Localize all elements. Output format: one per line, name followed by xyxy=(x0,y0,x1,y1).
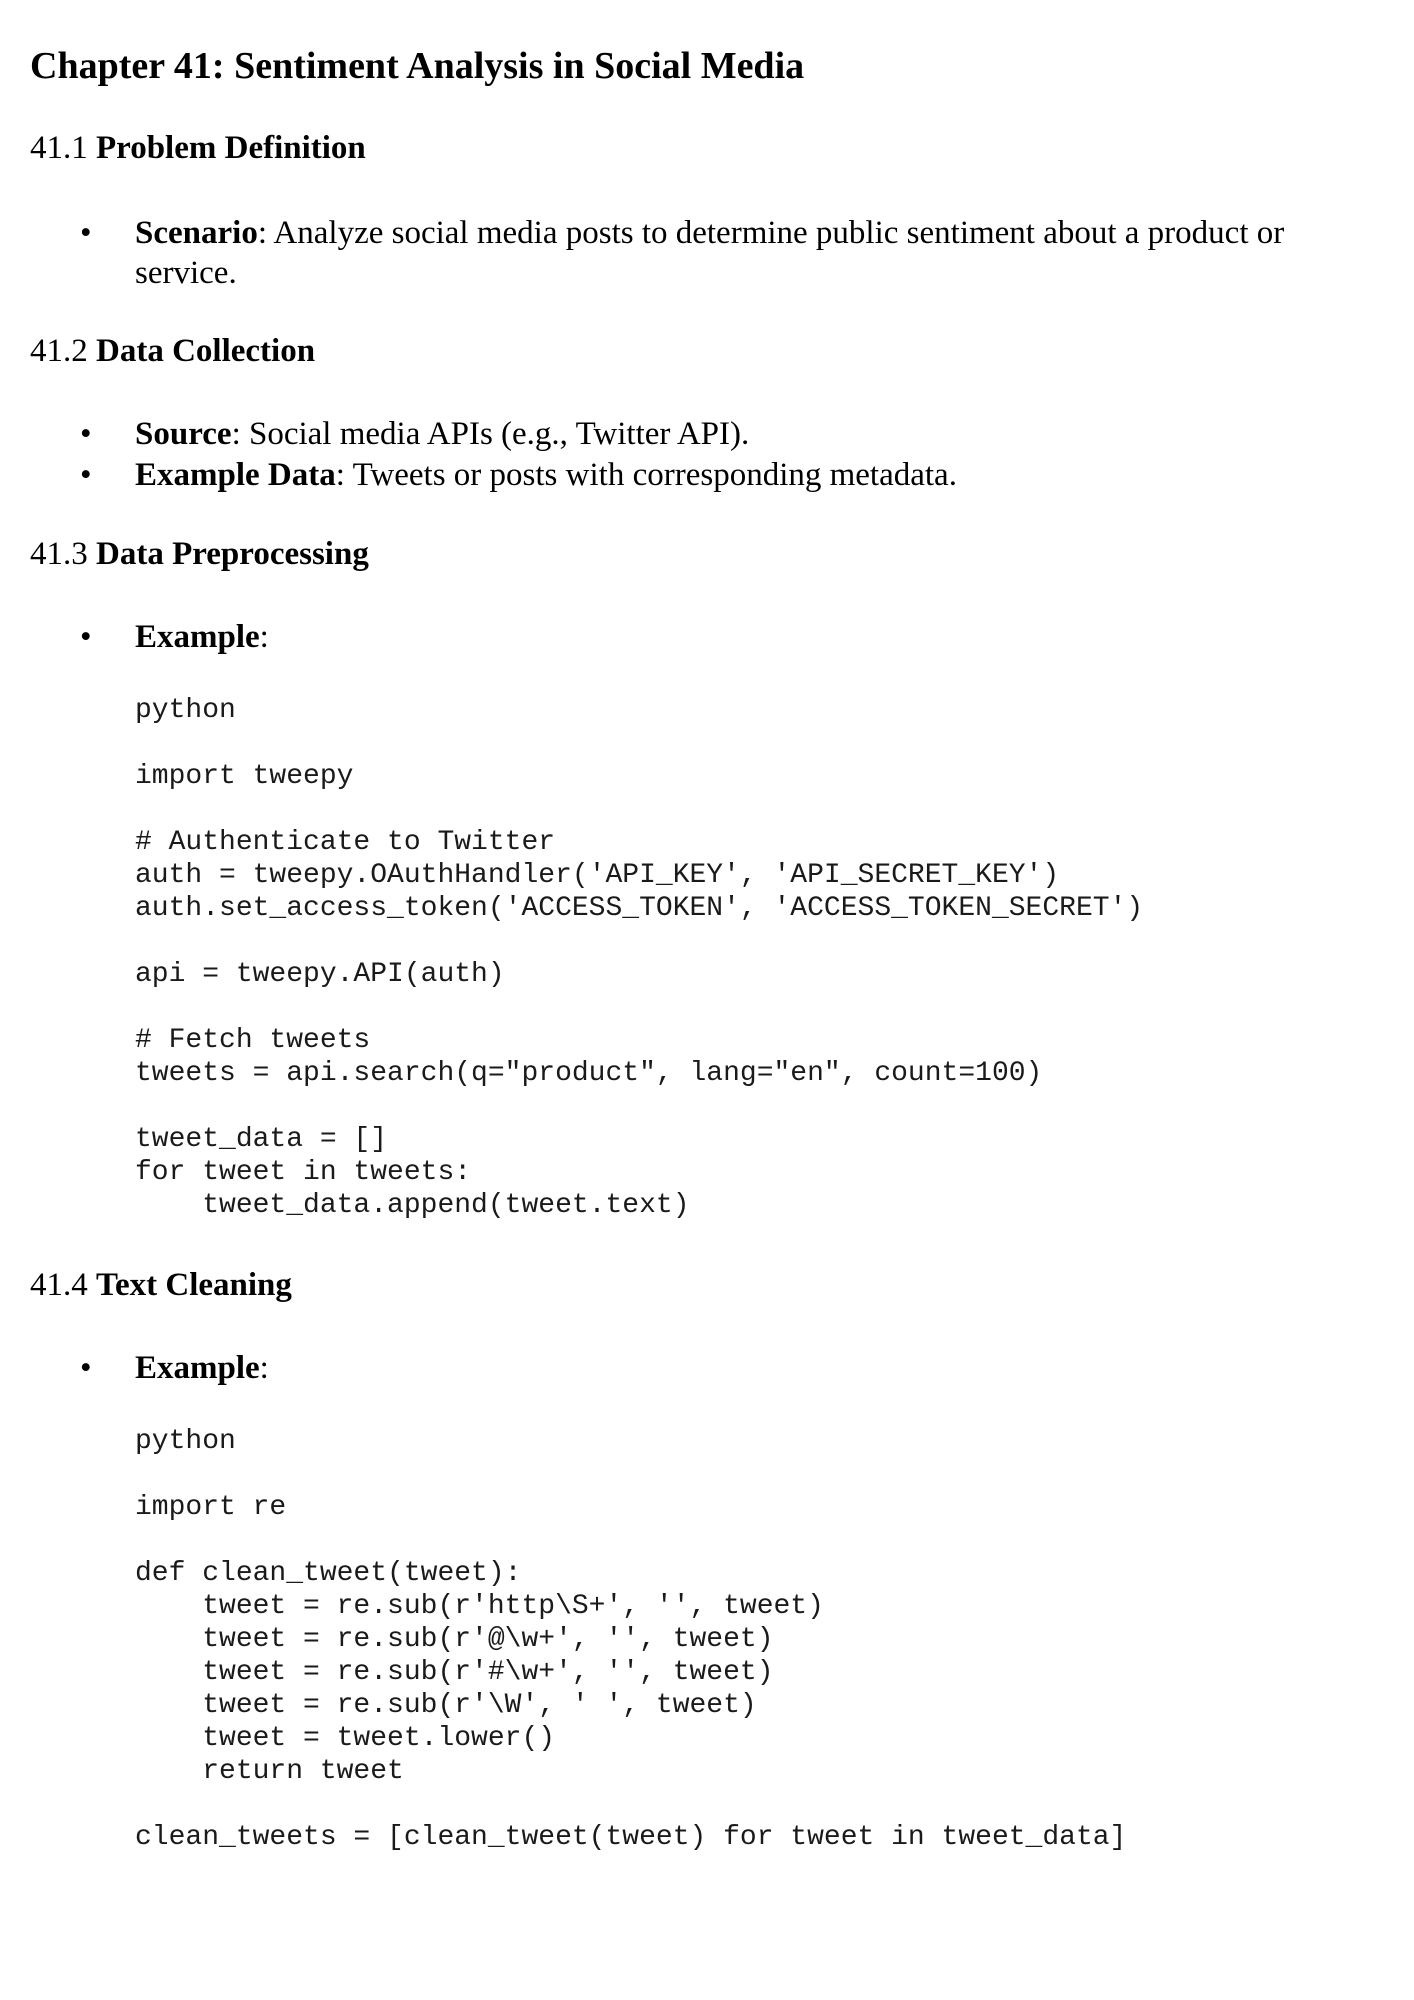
code-line: import tweepy xyxy=(135,761,354,792)
code-line: tweet = re.sub(r'http\S+', '', tweet) xyxy=(135,1591,824,1622)
code-line: api = tweepy.API(auth) xyxy=(135,959,505,990)
bullet-label: Scenario xyxy=(135,215,258,251)
code-line: for tweet in tweets: xyxy=(135,1157,472,1188)
bullet-label: Example xyxy=(135,1350,260,1386)
bullet-scenario xyxy=(80,213,1380,293)
section-number: 41.2 xyxy=(30,333,88,369)
bullet-dot-icon: • xyxy=(80,416,92,452)
bullet-text: : xyxy=(259,1350,269,1386)
section-number: 41.1 xyxy=(30,130,88,166)
code-line: tweet = re.sub(r'@\w+', '', tweet) xyxy=(135,1624,774,1655)
code-line: tweet_data.append(tweet.text) xyxy=(135,1190,690,1221)
bullet-label: Example xyxy=(135,619,260,655)
code-line: tweet = re.sub(r'\W', ' ', tweet) xyxy=(135,1690,757,1721)
code-line: # Fetch tweets xyxy=(135,1025,371,1056)
section-number: 41.4 xyxy=(30,1267,88,1303)
bullet-dot-icon: • xyxy=(80,1350,92,1386)
bullet-dot-icon: • xyxy=(80,215,92,251)
code-line: tweet = re.sub(r'#\w+', '', tweet) xyxy=(135,1657,774,1688)
bullet-text: : Social media APIs (e.g., Twitter API). xyxy=(231,416,750,452)
section-title: Data Collection xyxy=(96,333,316,369)
code-line: tweet_data = [] xyxy=(135,1124,388,1155)
bullet-text: : Analyze social media posts to determine public sentiment about a product or service. xyxy=(135,215,1285,291)
code-language-label: python xyxy=(135,1426,236,1457)
code-line: tweets = api.search(q="product", lang="en", count=100) xyxy=(135,1058,1043,1089)
bullet-text: : Tweets or posts with corresponding metadata. xyxy=(335,457,957,493)
chapter-title: Chapter 41: Sentiment Analysis in Social Media xyxy=(30,45,805,87)
bullet-content xyxy=(135,455,1380,495)
section-heading-data-collection xyxy=(30,333,315,370)
bullet-source xyxy=(80,414,1380,454)
bullet-example xyxy=(80,617,1380,657)
bullet-content xyxy=(135,414,1380,454)
section-number: 41.3 xyxy=(30,536,88,572)
bullet-content xyxy=(135,617,1380,657)
section-heading-problem-definition xyxy=(30,130,366,167)
bullet-content xyxy=(135,213,1380,293)
bullet-label: Source xyxy=(135,416,232,452)
bullet-dot-icon: • xyxy=(80,619,92,655)
code-line: def clean_tweet(tweet): xyxy=(135,1558,522,1589)
code-line: import re xyxy=(135,1492,287,1523)
code-language-label: python xyxy=(135,695,236,726)
code-line: return tweet xyxy=(135,1756,404,1787)
section-heading-data-preprocessing xyxy=(30,536,369,573)
bullet-example xyxy=(80,1348,1380,1388)
code-line: auth.set_access_token('ACCESS_TOKEN', 'ACCESS_TOKEN_SECRET') xyxy=(135,893,1144,924)
section-title: Problem Definition xyxy=(96,130,366,166)
code-line: # Authenticate to Twitter xyxy=(135,827,556,858)
section-heading-text-cleaning xyxy=(30,1267,292,1304)
code-line: auth = tweepy.OAuthHandler('API_KEY', 'API_SECRET_KEY') xyxy=(135,860,1060,891)
code-line: tweet = tweet.lower() xyxy=(135,1723,556,1754)
bullet-dot-icon: • xyxy=(80,457,92,493)
bullet-example-data xyxy=(80,455,1380,495)
code-line: clean_tweets = [clean_tweet(tweet) for tweet in tweet_data] xyxy=(135,1822,1127,1853)
code-block-preprocessing xyxy=(135,760,1143,1222)
section-title: Data Preprocessing xyxy=(96,536,369,572)
bullet-label: Example Data xyxy=(135,457,336,493)
bullet-text: : xyxy=(259,619,269,655)
code-block-text-cleaning xyxy=(135,1491,1126,1854)
section-title: Text Cleaning xyxy=(96,1267,292,1303)
bullet-content xyxy=(135,1348,1380,1388)
